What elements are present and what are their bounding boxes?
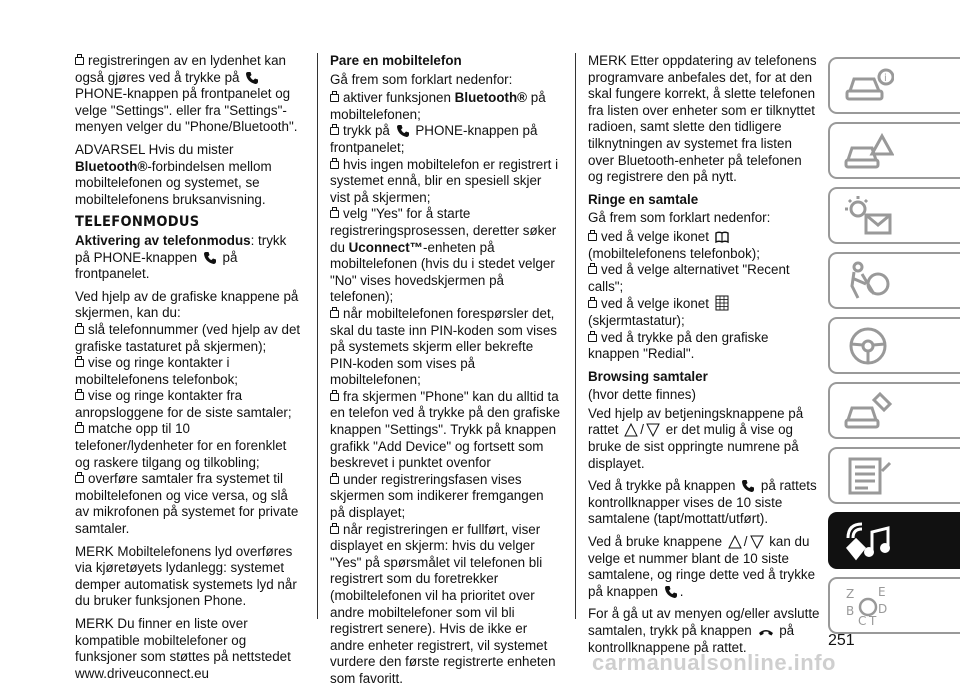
phone-icon [245, 71, 259, 85]
bullet-icon [75, 57, 84, 65]
bullet-icon [588, 334, 597, 342]
svg-text:i: i [884, 72, 887, 84]
list-item: når registreringen er fullført, viser displayet en skjerm: hvis du velger "Yes" på spørsmålet vil telefonen bli registrert som du foretrekker (mobiltelefonen vil ha prioritet over andre mobiltelefoner som vil bli registrert senere). Hvis de ikke er andre enheter registrert, vil systemet vurdere den første registrerte enheten som favoritt. [330, 521, 556, 686]
bullet-icon [588, 233, 597, 241]
tab-lights[interactable] [828, 187, 960, 244]
paragraph: For å gå ut av menyen og/eller avslutte samtalen, trykk på knappen på kontrollknappene på rattet. [588, 606, 820, 655]
tab-warning-lights[interactable] [828, 122, 960, 179]
index-icon [844, 585, 894, 627]
phonebook-icon [715, 230, 729, 244]
bullet-icon [330, 393, 339, 401]
hang-up-icon [758, 626, 774, 638]
list-item: ved å velge alternativet "Recent calls"; [588, 262, 790, 294]
keypad-icon [715, 295, 729, 311]
phone-icon [664, 585, 678, 599]
svg-text:E: E [878, 584, 886, 599]
page-number: 251 [828, 632, 855, 649]
steering-wheel-icon [844, 325, 894, 367]
list-item: under registreringsfasen vises skjermen som indikerer fremgangen på displayet; [330, 471, 544, 521]
svg-text:B: B [846, 603, 855, 618]
list-item: overføre samtaler fra systemet til mobiltelefonen og vice versa, og slå av mikrofonen på systemet for private samtaler. [75, 471, 299, 537]
list-item: vise og ringe kontakter fra anropsloggene for de siste samtaler; [75, 388, 292, 420]
arrow-up-icon [624, 423, 638, 437]
list-item: ved å velge ikonet (mobiltelefonens telefonbok); [588, 228, 760, 261]
bullet-icon [75, 392, 84, 400]
note-paragraph: MERK Du finner en liste over kompatible mobiltelefoner og funksjoner som støttes på nettstedet www.driveuconnect.eu [75, 616, 291, 681]
tab-steering-wheel[interactable] [828, 317, 960, 374]
arrow-down-icon [646, 423, 660, 437]
bullet-icon [588, 300, 597, 308]
bullet-icon [75, 326, 84, 334]
tab-car-info[interactable] [828, 57, 960, 114]
note-paragraph: MERK Mobiltelefonens lyd overføres via kjøretøyets lydanlegg: systemet demper automatisk systemets lyd når du bruker funksjonen Phone. [75, 543, 297, 609]
column-divider [317, 53, 318, 619]
tab-safety[interactable] [828, 252, 960, 309]
warning-lights-icon [844, 130, 894, 172]
column-3 [588, 53, 820, 662]
note-paragraph: MERK Etter oppdatering av telefonens programvare anbefales det, for at den skal fungere korrekt, å slette telefonen fra listen over enheter som er tilknyttet radioen, samt slette den tidligere tilknytningen av systemet fra listen over Bluetooth-enheter på telefonen og registrere den på nytt. [588, 53, 817, 185]
multimedia-icon [844, 520, 894, 562]
list-item: trykk på PHONE-knappen på frontpanelet; [330, 123, 538, 155]
column-divider [575, 53, 576, 619]
list-item: vise og ringe kontakter i mobiltelefonens telefonbok; [75, 355, 239, 387]
paragraph: Ved å trykke på knappen på rattets kontrollknapper vises de 10 siste samtalene (tapt/mottatt/utført). [588, 478, 817, 527]
subsection-heading: Ringe en samtale [588, 191, 699, 207]
phone-icon [396, 124, 410, 138]
paragraph: registreringen av en lydenhet kan også gjøres ved å trykke på PHONE-knappen på frontpanelet og velge "Settings". eller fra "Settings"-menyen velger du "Phone/Bluetooth". [75, 53, 298, 135]
arrow-down-icon [750, 535, 764, 549]
list-item: hvis ingen mobiltelefon er registrert i systemet ennå, blir en spesiell skjer vist på skjermen; [330, 156, 559, 205]
svg-text:D: D [878, 601, 888, 616]
list-item: slå telefonnummer (ved hjelp av det grafiske tastaturet på skjermen); [75, 321, 301, 354]
phone-icon [741, 479, 755, 493]
tab-service[interactable] [828, 382, 960, 439]
chapter-tabs [828, 57, 960, 642]
arrow-up-icon [728, 535, 742, 549]
tab-index[interactable] [828, 577, 960, 634]
bullet-icon [330, 161, 339, 169]
service-icon [844, 390, 894, 432]
subsection-heading: Pare en mobiltelefon [330, 53, 462, 68]
phone-icon [203, 251, 217, 265]
list-item: aktiver funksjonen Bluetooth® på mobiltelefonen; [330, 90, 546, 122]
checklist-icon [844, 455, 894, 497]
list-item: når mobiltelefonen forespørsler det, skal du taste inn PIN-koden som vises på systemets skjerm eller bekrefte PIN-koden som vises på mobiltelefonen; [330, 305, 558, 388]
svg-text:T: T [869, 613, 877, 627]
paragraph: Aktivering av telefonmodus: trykk på PHONE-knappen på frontpanelet. [75, 232, 287, 282]
list-item: ved å trykke på den grafiske knappen "Redial". [588, 329, 769, 362]
column-2 [330, 53, 562, 688]
tab-checklist[interactable] [828, 447, 960, 504]
list-item: matche opp til 10 telefoner/lydenheter for en forenklet og raskere tilgang og tilkobling; [75, 421, 287, 470]
column-1 [75, 53, 301, 688]
paragraph: Ved å bruke knappene / kan du velge et nummer blant de 10 siste samtalene, og ringe dette ved å trykke på knappen . [588, 534, 816, 599]
bullet-icon [330, 127, 339, 135]
paragraph: Ved hjelp av betjeningsknappene på rattet / er det mulig å vise og bruke de sist oppringte numrene på displayet. [588, 405, 804, 471]
tab-multimedia[interactable] [828, 512, 960, 569]
bullet-icon [330, 210, 339, 218]
svg-text:Z: Z [846, 586, 855, 601]
bullet-icon [330, 310, 339, 318]
bullet-icon [330, 476, 339, 484]
list-item: ved å velge ikonet (skjermtastatur); [588, 295, 820, 329]
watermark: carmanualsonline.info [592, 650, 836, 675]
safety-icon [844, 260, 894, 302]
bullet-icon [330, 526, 339, 534]
subsection-heading: Browsing samtaler [588, 368, 708, 384]
paragraph: Gå frem som forklart nedenfor: [330, 71, 513, 87]
list-item: fra skjermen "Phone" kan du alltid ta en telefon ved å trykke på den grafiske knappen "Settings". Trykk på knappen grafikk "Add Device" og fortsett som beskrevet i punktet ovenfor [330, 388, 561, 471]
paragraph: Ved hjelp av de grafiske knappene på skjermen, kan du: [75, 288, 299, 321]
bullet-icon [75, 425, 84, 433]
warning-paragraph: ADVARSEL Hvis du mister Bluetooth®-forbindelsen mellom mobiltelefonen og systemet, se mobiltelefonens bruksanvisning. [75, 141, 272, 207]
section-heading: TELEFONMODUS [75, 214, 200, 231]
bullet-icon [588, 266, 597, 274]
car-info-icon [844, 65, 894, 107]
bullet-icon [75, 359, 84, 367]
paragraph: Gå frem som forklart nedenfor: [588, 210, 771, 226]
bullet-icon [330, 94, 339, 102]
svg-text:C: C [858, 613, 867, 627]
paragraph: (hvor dette finnes) [588, 387, 696, 403]
bullet-icon [75, 475, 84, 483]
lights-icon [844, 195, 894, 237]
list-item: velg "Yes" for å starte registreringsprosessen, deretter søker du Uconnect™-enheten på mobiltelefonen (hvis du i stedet velger "No" vises hovedskjermen på telefonen); [330, 206, 557, 305]
